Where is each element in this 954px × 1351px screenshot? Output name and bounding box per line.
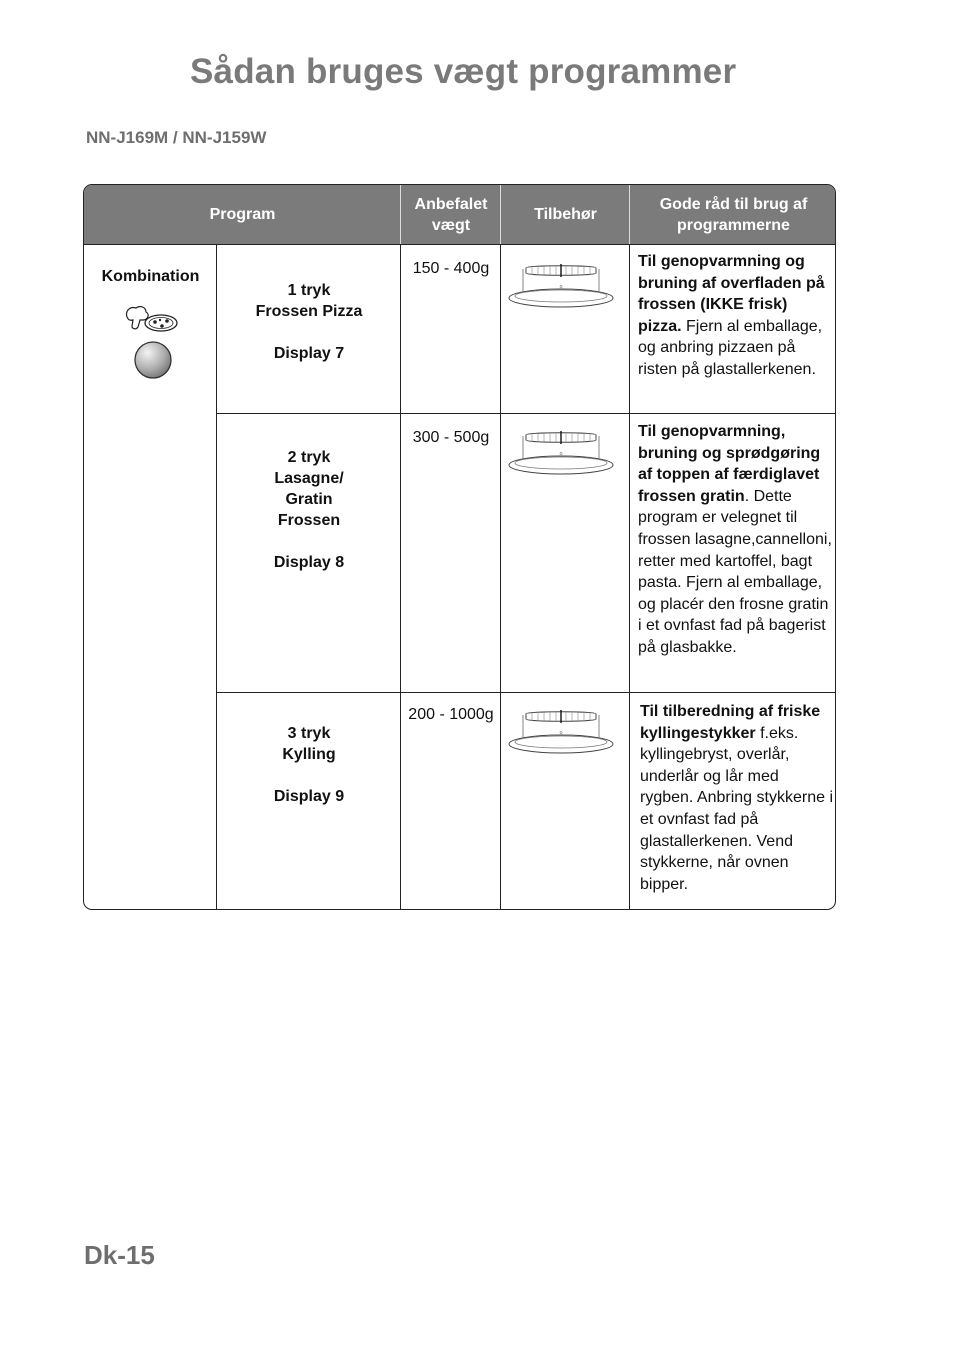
display-number: Display 7: [273, 345, 345, 362]
tip-heading: Til genopvarmning, bruning og sprødgøring af toppen af færdiglavet frossen gratin: [638, 423, 821, 505]
table-row: [217, 280, 401, 364]
tip-text: . Dette program er velegnet til frossen lasagne,cannelloni, retter med kartoffel, bagt pasta. Fjern al emballage, og placér den frosne gratin i et ovnfast fad på bagerist på glasbakke.: [638, 487, 832, 656]
rack-on-turntable-icon: [506, 707, 616, 757]
program-name: Lasagne/ Gratin Frossen: [274, 470, 344, 529]
tip-text: Fjern al emballage, og anbring pizzaen på risten på glastallerkenen.: [638, 317, 823, 378]
page-number: Dk-15: [84, 1240, 155, 1270]
svg-text:o: o: [559, 451, 563, 457]
page-title: Sådan bruges vægt programmer: [190, 52, 737, 91]
display-number: Display 9: [273, 788, 345, 805]
header-separator: [500, 185, 501, 244]
header-program: Program: [84, 185, 401, 244]
dial-icon: [132, 339, 174, 381]
cooking-tip: [638, 421, 834, 659]
cooking-tip: [638, 251, 834, 381]
program-name: Kylling: [282, 746, 336, 763]
model-numbers: NN-J169M / NN-J159W: [86, 128, 267, 147]
tip-heading: Til genopvarmning og bruning af overfladen på frossen (IKKE frisk) pizza.: [638, 253, 825, 335]
recommended-weight: 300 - 500g: [412, 429, 490, 446]
display-number: Display 8: [273, 554, 345, 571]
program-name: Frossen Pizza: [255, 303, 363, 320]
column-divider: [500, 244, 501, 910]
svg-text:o: o: [559, 730, 563, 736]
header-weight: Anbefalet vægt: [401, 185, 501, 244]
cooking-tip: [640, 701, 836, 895]
category-label: Kombination: [101, 268, 200, 285]
recommended-weight: 150 - 400g: [412, 260, 490, 277]
grill-pizza-combination-icon: [124, 303, 180, 335]
header-tips: Gode råd til brug af programmerne: [630, 185, 836, 244]
tip-text: f.eks. kyllingebryst, overlår, underlår og lår med rygben. Anbring stykkerne i et ovnfast fad på glastallerkenen. Vend stykkerne, når ovnen bipper.: [640, 724, 833, 893]
header-separator: [629, 185, 630, 244]
press-count: 1 tryk: [287, 282, 331, 299]
press-count: 3 tryk: [287, 725, 331, 742]
header-accessory: Tilbehør: [501, 185, 630, 244]
tip-heading: Til tilberedning af friske kyllingestykker: [640, 703, 821, 742]
svg-text:o: o: [559, 284, 563, 290]
rack-on-turntable-icon: [506, 261, 616, 311]
weight-program-table: [83, 184, 836, 910]
header-separator: [400, 185, 401, 244]
row-divider: [216, 413, 836, 414]
press-count: 2 tryk: [287, 449, 331, 466]
header-divider: [84, 244, 836, 245]
rack-on-turntable-icon: [506, 428, 616, 478]
table-row: [217, 723, 401, 807]
recommended-weight: 200 - 1000g: [408, 706, 494, 723]
row-divider: [216, 692, 836, 693]
table-row: [217, 447, 401, 573]
column-divider: [629, 244, 630, 910]
